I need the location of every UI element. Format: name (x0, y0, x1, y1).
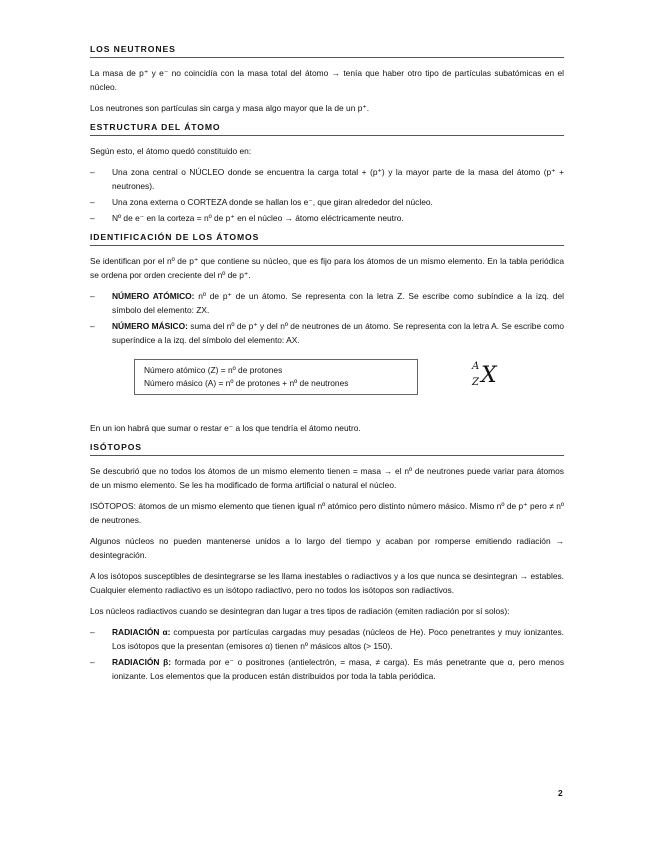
list-dash: – (90, 321, 95, 331)
list-dash: – (90, 657, 95, 667)
list-dash: – (90, 627, 95, 637)
list-item (90, 165, 564, 193)
neutrones-paragraph-1: La masa de p⁺ y e⁻ no coincidía con la masa total del átomo → tenía que haber otro tipo de partículas subatómicas en el núcleo. (90, 68, 564, 92)
list-dash: – (90, 291, 95, 301)
formula-mass-number: Número másico (A) = nº de protones + nº de neutrones (144, 378, 349, 388)
page-number: 2 (558, 788, 563, 798)
numero-atomico-label: NÚMERO ATÓMICO: (112, 291, 195, 301)
notation-atomic-number: Z (472, 377, 479, 388)
heading-estructura: ESTRUCTURA DEL ÁTOMO (90, 122, 564, 136)
numero-masico-text: suma del nº de p⁺ y del nº de neutrones de un átomo. Se representa con la letra A. Se escribe como superíndice a la izq. del símbolo del elemento: AX. (112, 321, 564, 345)
estructura-list (90, 165, 564, 225)
formula-atomic-number: Número atómico (Z) = nº de protones (144, 365, 283, 375)
list-dash: – (90, 213, 95, 223)
list-dash: – (90, 167, 95, 177)
radiation-beta-text: formada por e⁻ o positrones (antielectrón, = masa, ≠ carga). Es más penetrante que α, pero menos ionizante. Los elementos que la producen están distribuidos por toda la tabla periódica. (112, 657, 565, 681)
radiation-alpha-label: RADIACIÓN α: (112, 627, 171, 637)
isotopos-paragraph-2: ISÓTOPOS: átomos de un mismo elemento que tienen igual nº atómico pero distinto número másico. Mismo nº de p⁺ pero ≠ nº de neutrones. (90, 501, 564, 525)
formula-box (134, 359, 418, 395)
heading-neutrones: LOS NEUTRONES (90, 44, 564, 58)
document-page (90, 44, 564, 690)
list-item-text: Una zona externa o CORTEZA donde se hallan los e⁻, que giran alrededor del núcleo. (112, 197, 433, 207)
isotopos-paragraph-4: A los isótopos susceptibles de desintegrarse se les llama inestables o radiactivos y a los que nunca se desintegran → estables. Cualquier elemento radiactivo es un isótopo radiactivo, pero no todos los isótopos son radiactivos. (90, 571, 564, 595)
isotopos-paragraph-5: Los núcleos radiactivos cuando se desintegran dan lugar a tres tipos de radiación (emiten radiación por sí solos): (90, 606, 510, 616)
list-item (90, 211, 564, 225)
identificacion-list (90, 289, 564, 347)
identificacion-intro: Se identifican por el nº de p⁺ que contiene su núcleo, que es fijo para los átomos de un mismo elemento. En la tabla periódica se ordena por orden creciente del nº de p⁺. (90, 256, 564, 280)
radiation-alpha-text: compuesta por partículas cargadas muy pesadas (núcleos de He). Poco penetrantes y muy ionizantes. Los isótopos que la presentan (emisores α) tienen nº másicos altos (> 150). (112, 627, 564, 651)
section-identificacion (90, 232, 564, 435)
radiation-list (90, 625, 564, 683)
list-item (90, 625, 564, 653)
notation-mass-number: A (472, 361, 480, 372)
neutrones-paragraph-2: Los neutrones son partículas sin carga y masa algo mayor que la de un p⁺. (90, 103, 370, 113)
list-item-text: Una zona central o NÚCLEO donde se encuentra la carga total + (p⁺) y la mayor parte de la masa del átomo (p⁺ + neutrones). (112, 167, 564, 191)
nuclide-notation (472, 359, 512, 399)
radiation-beta-label: RADIACIÓN β: (112, 657, 172, 667)
formula-row (90, 359, 564, 411)
heading-isotopos: ISÓTOPOS (90, 442, 564, 456)
section-estructura (90, 122, 564, 225)
section-neutrones (90, 44, 564, 115)
list-item (90, 319, 564, 347)
list-item (90, 655, 564, 683)
isotopos-paragraph-3: Algunos núcleos no pueden mantenerse unidos a lo largo del tiempo y acaban por romperse emitiendo radiación → desintegración. (90, 536, 564, 560)
estructura-intro: Según esto, el átomo quedó constituido en: (90, 146, 252, 156)
numero-masico-label: NÚMERO MÁSICO: (112, 321, 188, 331)
list-item (90, 289, 564, 317)
list-dash: – (90, 197, 95, 207)
ion-note: En un ion habrá que sumar o restar e⁻ a los que tendría el átomo neutro. (90, 423, 361, 433)
notation-element-symbol: X (481, 363, 497, 388)
section-isotopos (90, 442, 564, 683)
list-item-text: Nº de e⁻ en la corteza = nº de p⁺ en el núcleo → átomo eléctricamente neutro. (112, 213, 404, 223)
heading-identificacion: IDENTIFICACIÓN DE LOS ÁTOMOS (90, 232, 564, 246)
list-item (90, 195, 564, 209)
isotopos-paragraph-1: Se descubrió que no todos los átomos de un mismo elemento tienen = masa → el nº de neutrones puede variar para átomos de un mismo elemento. Se les ha modificado de forma artificial o natural el núcleo. (90, 466, 564, 490)
numero-atomico-text: nº de p⁺ de un átomo. Se representa con la letra Z. Se escribe como subíndice a la izq. del símbolo del elemento: ZX. (112, 291, 564, 315)
